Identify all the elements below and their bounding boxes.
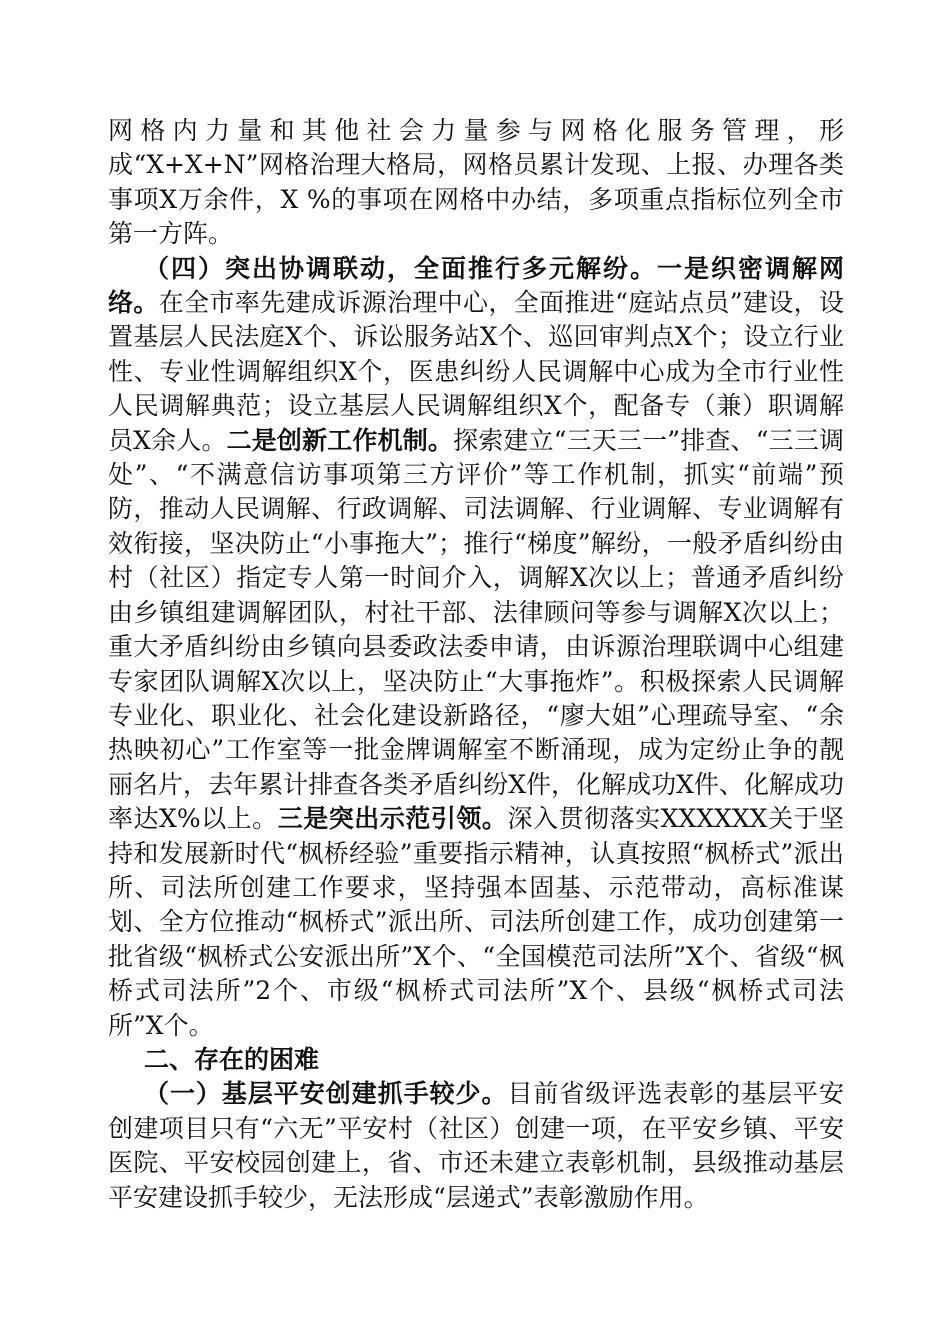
section-heading-1: （一）基层平安创建抓手较少。: [144, 1079, 508, 1109]
paragraph-text: 网格内力量和其他社会力量参与网格化服务管理，形成“X+X+N”网格治理大格局，网格员累计发现、上报、办理各类事项X万余件，X %的事项在网格中办结，多项重点指标位列全市第一方阵。: [108, 116, 844, 249]
paragraph-text: 探索建立“三天三一”排查、“三三调处”、“不满意信访事项第三方评价”等工作机制，抓实“前端”预防，推动人民调解、行政调解、司法调解、行业调解、专业调解有效衔接，坚决防止“小事拖大”；推行“梯度”解纷，一般矛盾纠纷由村（社区）指定专人第一时间介入，调解X次以上；普通矛盾纠纷由乡镇组建调解团队，村社干部、法律顾问等参与调解X次以上；重大矛盾纠纷由乡镇向县委政法委申请，由诉源治理联调中心组建专家团队调解X次以上，坚决防止“大事拖炸”。积极探索人民调解专业化、职业化、社会化建设新路径，“廖大姐”心理疏导室、“余热映初心”工作室等一批金牌调解室不断涌现，成为定纷止争的靓丽名片，去年累计排查各类矛盾纠纷X件，化解成功X件、化解成功率达X%以上。: [108, 425, 844, 834]
lead-phrase-3: 三是突出示范引领。: [277, 804, 508, 834]
paragraph-text: 目前省级评选表彰的基层平安创建项目只有“六无”平安村（社区）创建一项，在平安乡镇、平安医院、平安校园创建上，省、市还未建立表彰机制，县级推动基层平安建设抓手较少，无法形成“层递式”表彰激励作用。: [108, 1079, 844, 1212]
paragraph-difficulty-1: [108, 1077, 844, 1215]
paragraph-mediation: [108, 252, 844, 1043]
paragraph-grid-governance: [108, 114, 844, 252]
paragraph-text: 在全市率先建成诉源治理中心，全面推进“庭站点员”建设，设置基层人民法庭X个、诉讼服务站X个、巡回审判点X个；设立行业性、专业性调解组织X个，医患纠纷人民调解中心成为全市行业性人民调解典范；设立基层人民调解组织X个，配备专（兼）职调解员X余人。: [108, 288, 844, 455]
lead-phrase-2: 二是创新工作机制。: [226, 425, 454, 455]
section-title-difficulties: 二、存在的困难: [144, 1044, 320, 1074]
document-page: [108, 114, 844, 1215]
lead-phrase-1: 一是织密调解网络。: [108, 253, 844, 318]
paragraph-text: 深入贯彻落实XXXXXX关于坚持和发展新时代“枫桥经验”重要指示精神，认真按照“枫桥式”派出所、司法所创建工作要求，坚持强本固基、示范带动，高标准谋划、全方位推动“枫桥式”派出所、司法所创建工作，成功创建第一批省级“枫桥式公安派出所”X个、“全国模范司法所”X个、省级“枫桥式司法所”2个、市级“枫桥式司法所”X个、县级“枫桥式司法所”X个。: [108, 804, 844, 1040]
section-heading-4: （四）突出协调联动，全面推行多元解纷。: [144, 253, 657, 283]
